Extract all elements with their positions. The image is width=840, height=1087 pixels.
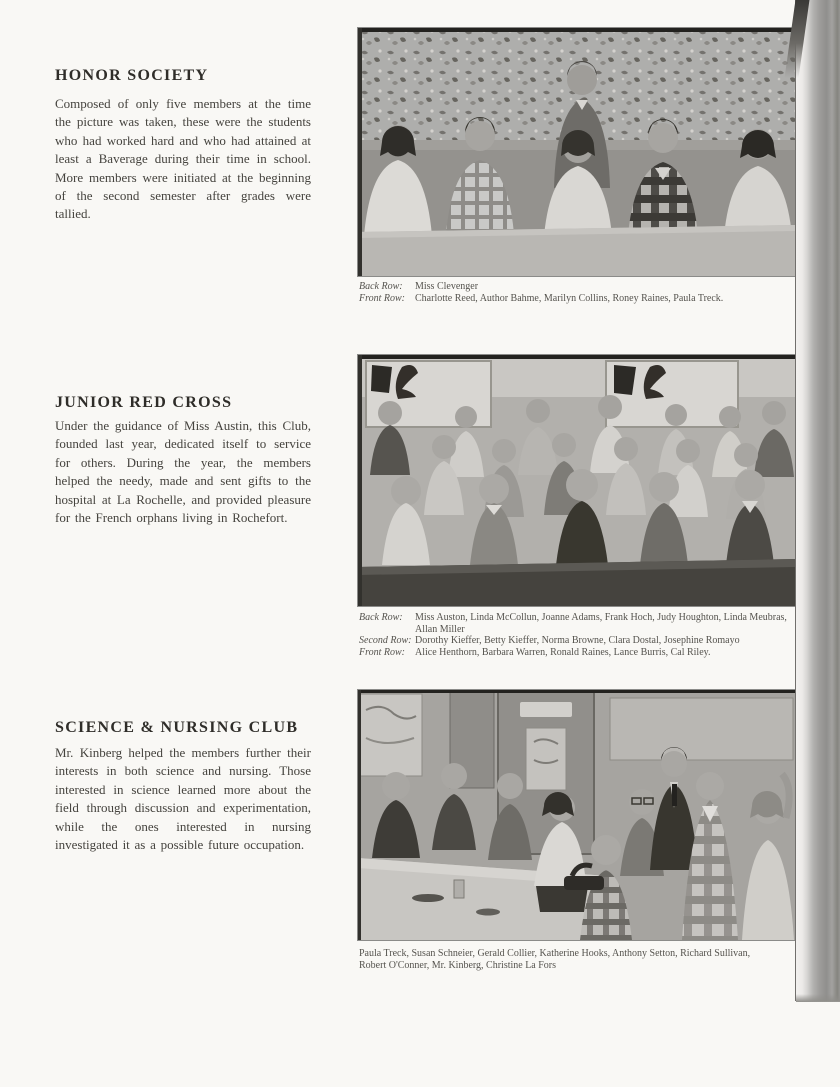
junior-red-cross-photo	[358, 355, 795, 606]
caption-row-label: Front Row:	[359, 292, 406, 304]
honor-society-photo-art	[358, 28, 795, 276]
heading-science-nursing-club: SCIENCE & NURSING CLUB	[55, 719, 299, 737]
caption-names: Paula Treck, Susan Schneier, Gerald Collier, Katherine Hooks, Anthony Setton, Richard Sullivan, Robert O'Conner, Mr. Kinberg, Christine La Fors	[359, 948, 751, 971]
caption-row-names: Charlotte Reed, Author Bahme, Marilyn Collins, Roney Raines, Paula Treck.	[415, 292, 724, 304]
heading-junior-red-cross: JUNIOR RED CROSS	[55, 394, 233, 412]
book-page-edge	[795, 0, 840, 1001]
caption-row-names: Dorothy Kieffer, Betty Kieffer, Norma Browne, Clara Dostal, Josephine Romayo	[415, 635, 740, 647]
caption-row-label: Second Row:	[359, 635, 412, 647]
caption-row-label: Front Row:	[359, 646, 406, 658]
caption-line	[359, 612, 791, 635]
caption-line	[359, 635, 791, 647]
left-group-figures	[372, 763, 532, 860]
caption-row-names: Miss Clevenger	[415, 281, 479, 292]
body-honor-society: Composed of only five members at the time the picture was taken, these were the students who had worked hard and who had attained at least a Baverage during their time in school. More members were initiated at the beginning of the second semester after grades were tallied.	[55, 96, 311, 222]
honor-society-caption	[359, 281, 791, 304]
body-junior-red-cross: Under the guidance of Miss Austin, this Club, founded last year, dedicated itself to service for others. During the year, the members helped the needy, made and sent gifts to the hospital at La Rochelle, and provided pleasure for the French orphans living in Rochefort.	[55, 418, 311, 526]
caption-line	[359, 293, 791, 305]
caption-row-names: Miss Auston, Linda McCollun, Joanne Adams, Frank Hoch, Judy Houghton, Linda Meubras, Allan Miller	[415, 612, 787, 635]
science-nursing-club-caption	[359, 948, 791, 971]
science-nursing-club-photo-art	[358, 690, 795, 940]
caption-row-label: Back Row:	[359, 281, 403, 292]
body-science-nursing-club: Mr. Kinberg helped the members further their interests in both science and nursing. Those interested in science learned more about the field through discussion and experimentation, while the ones interested in nursing investigated it as a possible future occupation.	[55, 745, 311, 853]
heading-honor-society: HONOR SOCIETY	[55, 67, 209, 85]
science-nursing-club-photo	[358, 690, 795, 940]
caption-line	[359, 281, 791, 293]
caption-row-names: Alice Henthorn, Barbara Warren, Ronald Raines, Lance Burris, Cal Riley.	[415, 646, 711, 658]
junior-red-cross-caption	[359, 612, 791, 658]
caption-row-label: Back Row:	[359, 612, 403, 623]
honor-society-photo	[358, 28, 795, 276]
junior-red-cross-photo-art	[358, 355, 795, 606]
caption-line	[359, 647, 791, 659]
